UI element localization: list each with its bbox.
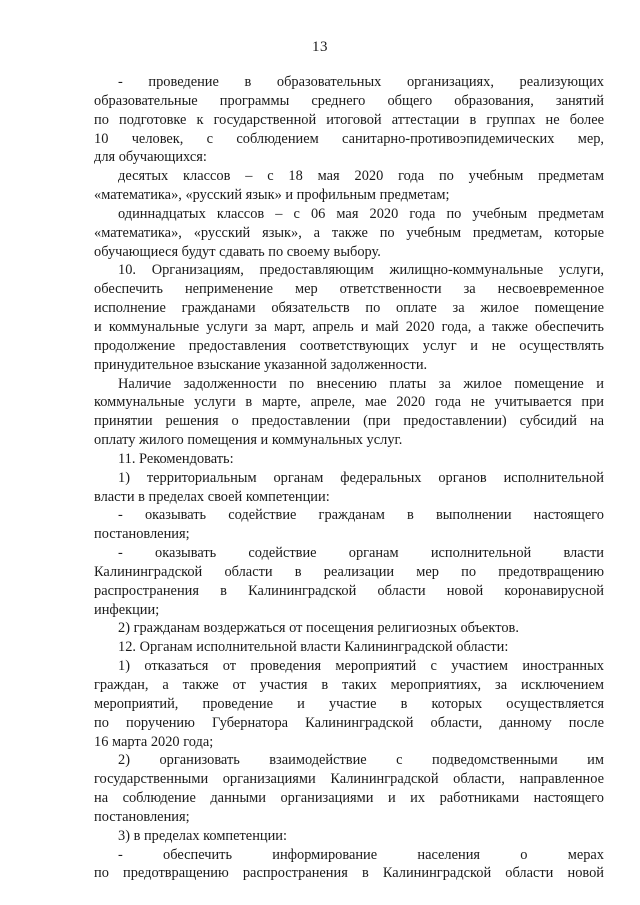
text-line: по предотвращению распространения в Калининградской области новой	[94, 865, 604, 882]
text-line: исполнение гражданами обязательств по оплате за жилое помещение	[94, 300, 604, 317]
text-line: одиннадцатых классов – с 06 мая 2020 года по учебным предметам	[118, 205, 604, 222]
text-line: 2) организовать взаимодействие с подведомственными им	[118, 752, 604, 769]
text-line: коммунальные услуги в марте, апреле, мае 2020 года не учитывается при	[94, 394, 604, 411]
text-line: - обеспечить информирование населения о мерах	[118, 846, 604, 863]
text-line: власти в пределах своей компетенции:	[94, 488, 330, 505]
text-line: 1) территориальным органам федеральных органов исполнительной	[118, 469, 604, 486]
text-line: 12. Органам исполнительной власти Калининградской области:	[118, 639, 509, 656]
text-line: 11. Рекомендовать:	[118, 450, 234, 467]
text-line: «математика», «русский язык», а также по учебным предметам, которые	[94, 224, 604, 241]
text-line: оплату жилого помещения и коммунальных услуг.	[94, 432, 403, 449]
text-line: образовательные программы среднего общего образования, занятий	[94, 92, 604, 109]
text-line: 10 человек, с соблюдением санитарно-противоэпидемических мер,	[94, 130, 604, 147]
text-line: «математика», «русский язык» и профильным предметам;	[94, 187, 450, 204]
text-line: для обучающихся:	[94, 149, 207, 166]
text-line: и коммунальные услуги за март, апрель и май 2020 года, а также обеспечить	[94, 318, 604, 335]
text-line: по подготовке к государственной итоговой аттестации в группах не более	[94, 111, 604, 128]
text-line: по поручению Губернатора Калининградской области, данному после	[94, 714, 604, 731]
document-body	[94, 73, 604, 883]
text-line: десятых классов – с 18 мая 2020 года по учебным предметам	[118, 168, 604, 185]
text-line: принятии решения о предоставлении (при предоставлении) субсидий на	[94, 413, 604, 430]
text-line: 10. Организациям, предоставляющим жилищно-коммунальные услуги,	[118, 262, 604, 279]
text-line: - проведение в образовательных организациях, реализующих	[118, 74, 604, 90]
text-line: Калининградской области в реализации мер по предотвращению	[94, 563, 604, 580]
text-line: постановления;	[94, 526, 190, 543]
text-line: обеспечить неприменение мер ответственности за несвоевременное	[94, 281, 604, 298]
page-number: 13	[312, 39, 328, 55]
text-line: граждан, а также от участия в таких мероприятиях, за исключением	[94, 677, 604, 693]
text-line: мероприятий, проведение и участие в которых осуществляется	[94, 695, 604, 712]
text-line: государственными организациями Калининградской области, направленное	[94, 771, 604, 788]
text-line: 3) в пределах компетенции:	[118, 827, 287, 844]
text-line: продолжение предоставления соответствующих услуг и не осуществлять	[94, 337, 604, 354]
text-line: - оказывать содействие гражданам в выполнении настоящего	[118, 507, 604, 524]
text-line: - оказывать содействие органам исполнительной власти	[118, 545, 604, 562]
text-line: 16 марта 2020 года;	[94, 733, 214, 750]
text-line: обучающиеся будут сдавать по своему выбору.	[94, 243, 381, 260]
text-line: Наличие задолженности по внесению платы за жилое помещение и	[118, 375, 604, 392]
text-line: 2) гражданам воздержаться от посещения религиозных объектов.	[118, 620, 519, 637]
text-line: постановления;	[94, 808, 190, 825]
text-line: 1) отказаться от проведения мероприятий с участием иностранных	[118, 658, 604, 675]
text-line: принудительное взыскание указанной задолженности.	[94, 356, 428, 373]
text-line: инфекции;	[94, 601, 160, 618]
text-line: на соблюдение данными организациями и их работниками настоящего	[94, 790, 604, 807]
text-line: распространения в Калининградской области новой коронавирусной	[94, 582, 604, 599]
